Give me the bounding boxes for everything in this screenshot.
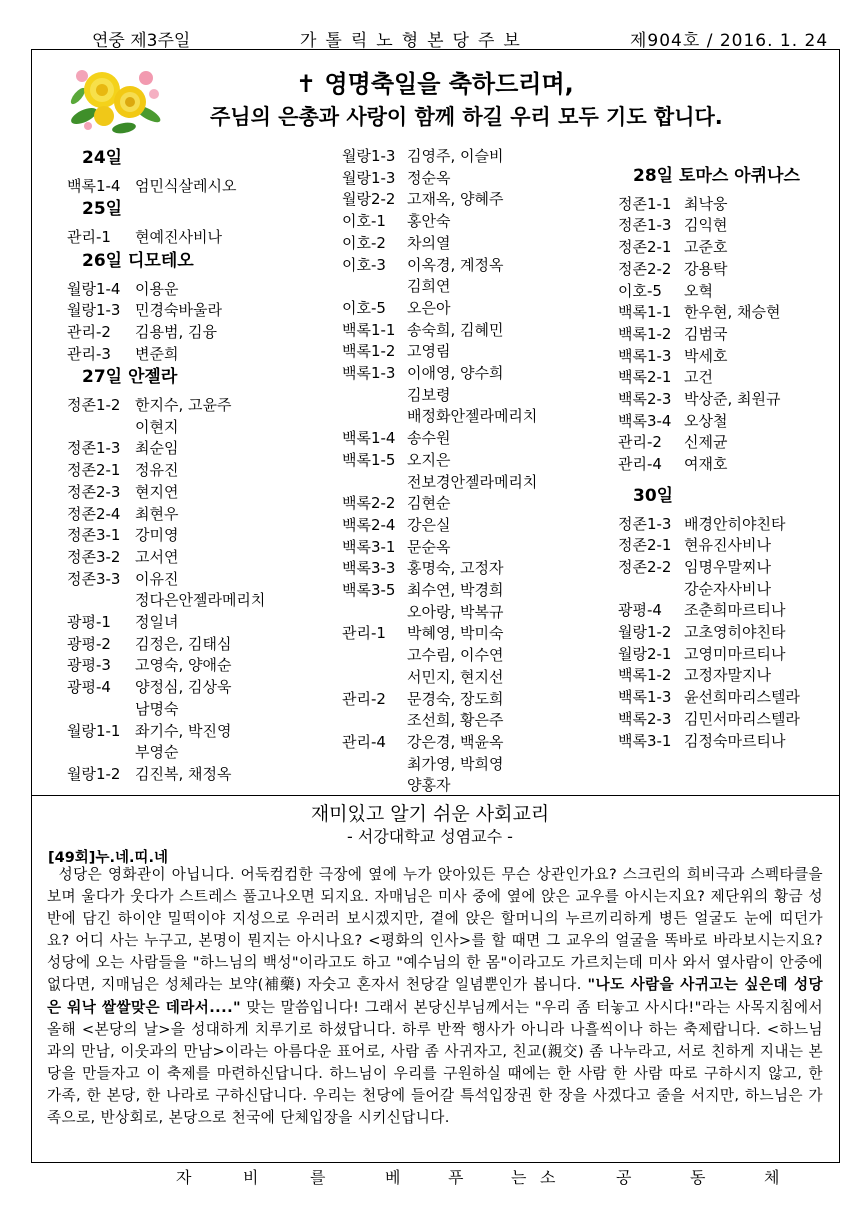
district-label: 월랑1-3: [67, 301, 121, 320]
member-names: 현유진사비나: [684, 536, 771, 555]
list-item: [342, 645, 537, 667]
issue-number-date: 제904호 / 2016. 1. 24: [630, 31, 829, 51]
liturgical-week: 연중 제3주일: [92, 31, 191, 51]
member-names: 정유진: [135, 461, 179, 480]
member-names: 박상준, 최원규: [684, 390, 781, 409]
district-label: 정존2-2: [618, 557, 672, 576]
district-label: [342, 472, 407, 494]
list-item: [67, 634, 265, 656]
list-item: [67, 569, 265, 591]
member-names: 최수연, 박경희: [407, 581, 504, 600]
banner-title-text: 영명축일을 축하드리며,: [324, 70, 574, 98]
list-item: [342, 558, 537, 580]
list-item: [342, 189, 537, 211]
member-names: 오은아: [407, 298, 451, 317]
member-names: 김익현: [684, 216, 728, 235]
banner-subtitle: 주님의 은총과 사랑이 함께 하길 우리 모두 기도 합니다.: [210, 105, 723, 129]
member-names: 전보경안젤라메리치: [407, 472, 538, 491]
member-names: 민경숙바울라: [135, 301, 222, 320]
member-names: 이현지: [135, 417, 179, 436]
member-names: 윤선희마리스텔라: [684, 688, 800, 707]
district-label: [342, 645, 407, 667]
member-names: 김진복, 채정옥: [135, 764, 232, 783]
list-item: [67, 176, 265, 198]
member-names: 고서연: [135, 547, 179, 566]
member-names: 최현우: [135, 504, 179, 523]
member-names: 고재옥, 양혜주: [407, 190, 504, 209]
footer-char: 푸: [448, 1168, 464, 1187]
member-names: 좌기수, 박진영: [135, 721, 232, 740]
member-names: 남명숙: [135, 699, 179, 718]
district-label: 관리-2: [342, 689, 386, 708]
district-label: 백록1-1: [618, 303, 672, 322]
member-names: 박세호: [684, 346, 728, 365]
member-names: 김보령: [407, 385, 451, 404]
episode-title: [49회]누.네.띠.네: [48, 850, 168, 866]
district-label: [67, 699, 135, 721]
list-item: [618, 731, 800, 753]
list-item: [342, 775, 537, 797]
district-label: 백록1-5: [342, 450, 396, 469]
district-label: 백록3-4: [618, 411, 672, 430]
district-label: 관리-4: [618, 455, 662, 474]
list-item: [618, 346, 800, 368]
feast-day-heading: 24일: [82, 148, 123, 168]
member-names: 이유진: [135, 569, 179, 588]
district-label: 백록2-3: [618, 390, 672, 409]
member-names: 김용범, 김융: [135, 322, 217, 341]
member-names: 이애영, 양수희: [407, 364, 504, 383]
article-paragraph: 성당은 영화관이 아닙니다. 어둑컴컴한 극장에 옆에 누가 앉아있든 무슨 상관인가요? 스크린의 희비극과 스펙타클을 보며 울다가 웃다가 스트레스 풀고나오면 되지요. 자매님은 미사 중에 옆에 앉은 교우를 아시는지요? 제단위의 황금 성반에 담긴 하이얀 밀떡이야 지성으로 우러러 보시겠지만, 곁에 앉은 할머니의 누르끼리하게 병든 얼굴도 눈에 띠던가요? 어디 사는 누구고, 본명이 뭔지는 아시나요? <평화의 인사>를 할 때면 그 교우의 얼굴을 똑바로 바라보시는지요? 성당에 오는 사람들을 "하느님의 백성"이라고도 하고 "예수님의 한 몸"이라고도 가르치는데 미사 와서 옆사람이 안중에 없다면, 지매님은 성체라는 보약(補藥) 자숫고 혼자서 천당갈 일념뿐인가 봅니다.: [47, 866, 824, 994]
district-label: 백록1-2: [618, 324, 672, 343]
feast-column-3: [618, 164, 800, 752]
member-names: 배경안히야친타: [684, 514, 786, 533]
list-item: [67, 764, 265, 786]
district-label: 월랑1-3: [342, 147, 396, 165]
footer-char: 베: [385, 1168, 401, 1187]
member-names: 서민지, 현지선: [407, 667, 504, 686]
footer-char: 소: [540, 1168, 556, 1187]
district-label: 월랑1-1: [67, 721, 121, 740]
member-names: 정순옥: [407, 168, 451, 187]
list-item: [67, 279, 265, 301]
district-label: 정존1-2: [67, 396, 121, 415]
feast-column-1: [67, 146, 265, 786]
list-item: [342, 754, 537, 776]
list-item: [342, 472, 537, 494]
footer-char: 공: [616, 1168, 632, 1187]
member-names: 홍안숙: [407, 212, 451, 231]
district-label: [618, 579, 684, 601]
member-names: 박혜영, 박미숙: [407, 624, 504, 643]
member-names: 최가영, 박희영: [407, 754, 504, 773]
list-item: [67, 300, 265, 322]
cross-icon: ✝: [296, 70, 317, 98]
list-item: [67, 438, 265, 460]
member-names: 오지은: [407, 450, 451, 469]
member-names: 최낙웅: [684, 194, 728, 213]
list-item: [67, 721, 265, 743]
list-item: [67, 742, 265, 764]
district-label: 광평-4: [67, 678, 111, 697]
district-label: 백록2-2: [342, 494, 396, 513]
list-item: [342, 493, 537, 515]
list-item: [618, 259, 800, 281]
list-item: [618, 302, 800, 324]
district-label: 정존2-1: [618, 238, 672, 257]
member-names: 한우현, 채승현: [684, 303, 781, 322]
member-names: 고초영히야친타: [684, 623, 786, 642]
member-names: 조선희, 황은주: [407, 711, 504, 730]
list-item: [67, 227, 265, 249]
member-names: 조춘희마르티나: [684, 601, 786, 620]
member-names: 강용탁: [684, 259, 728, 278]
member-names: 부영순: [135, 743, 179, 762]
list-item: [67, 460, 265, 482]
district-label: 정존2-3: [67, 482, 121, 501]
section-title: 재미있고 알기 쉬운 사회교리: [310, 803, 550, 825]
district-label: [67, 590, 135, 612]
list-item: [342, 580, 537, 602]
list-item: [618, 535, 800, 557]
list-item: [618, 454, 800, 476]
district-label: 정존2-4: [67, 504, 121, 523]
member-names: 현지연: [135, 482, 179, 501]
member-names: 배정화안젤라메리치: [407, 407, 538, 426]
member-names: 문경숙, 장도희: [407, 689, 504, 708]
district-label: 정존1-3: [618, 216, 672, 235]
list-item: [342, 515, 537, 537]
list-item: [342, 710, 537, 732]
member-names: 고영림: [407, 342, 451, 361]
district-label: 월랑1-2: [618, 623, 672, 642]
list-item: [67, 482, 265, 504]
district-label: 정존2-1: [67, 461, 121, 480]
list-item: [618, 215, 800, 237]
district-label: 정존1-3: [67, 439, 121, 458]
district-label: 백록1-4: [67, 176, 121, 195]
member-names: 최순임: [135, 439, 179, 458]
list-item: [618, 687, 800, 709]
footer-char: 비: [243, 1168, 259, 1187]
member-names: 현예진사비나: [135, 228, 222, 247]
list-item: [618, 281, 800, 303]
feast-day-heading: 26일 디모테오: [82, 250, 194, 271]
list-item: [67, 322, 265, 344]
member-names: 양정심, 김상욱: [135, 678, 232, 697]
member-names: 신제균: [684, 433, 728, 452]
member-names: 임명우말찌나: [684, 557, 771, 576]
member-names: 문순옥: [407, 537, 451, 556]
district-label: [342, 602, 407, 624]
member-names: 김민서마리스텔라: [684, 709, 800, 728]
list-item: [342, 298, 537, 320]
member-names: 김희연: [407, 277, 451, 296]
member-names: 양홍자: [407, 776, 451, 795]
member-names: 김범국: [684, 324, 728, 343]
district-label: 백록1-3: [618, 688, 672, 707]
district-label: 백록1-4: [342, 429, 396, 448]
district-label: 정존3-2: [67, 547, 121, 566]
member-names: 정일녀: [135, 613, 179, 632]
district-label: [67, 742, 135, 764]
member-names: 오상철: [684, 411, 728, 430]
feast-day-heading: 30일: [633, 485, 674, 506]
district-label: 관리-4: [342, 732, 386, 751]
list-item: [618, 389, 800, 411]
list-item: [618, 411, 800, 433]
parish-name: 가톨릭노형본당주보: [300, 31, 529, 51]
district-label: 월랑1-2: [67, 764, 121, 783]
list-item: [67, 677, 265, 699]
district-label: 백록2-1: [618, 368, 672, 387]
member-names: 고준호: [684, 238, 728, 257]
district-label: [342, 276, 407, 298]
footer-char: 는: [511, 1168, 527, 1187]
feast-day-heading: 28일 토마스 아퀴나스: [633, 166, 800, 186]
member-names: 오아랑, 박복규: [407, 602, 504, 621]
list-item: [342, 406, 537, 428]
district-label: 백록3-5: [342, 581, 396, 600]
member-names: 정다은안젤라메리치: [135, 591, 266, 610]
district-label: 백록1-2: [342, 342, 396, 361]
list-item: [618, 579, 800, 601]
member-names: 엄민식살레시오: [135, 176, 237, 195]
district-label: 정존3-3: [67, 569, 121, 588]
member-names: 변준희: [135, 344, 179, 363]
footer-char: 를: [310, 1168, 326, 1187]
member-names: 강은실: [407, 515, 451, 534]
list-item: [618, 644, 800, 666]
list-item: [67, 417, 265, 439]
member-names: 김영주, 이슬비: [407, 147, 504, 165]
district-label: 이호-1: [342, 212, 386, 231]
district-label: 백록1-3: [342, 364, 396, 383]
district-label: 백록2-4: [342, 515, 396, 534]
district-label: 백록3-1: [342, 537, 396, 556]
list-item: [342, 689, 537, 711]
feast-day-heading: 27일 안젤라: [82, 367, 178, 388]
district-label: 이호-5: [618, 281, 662, 300]
district-label: 월랑2-1: [618, 644, 672, 663]
member-names: 한지수, 고윤주: [135, 396, 232, 415]
list-item: [67, 344, 265, 366]
list-item: [342, 537, 537, 559]
footer-char: 자: [176, 1168, 192, 1187]
district-label: [342, 385, 407, 407]
member-names: 이용운: [135, 279, 179, 298]
district-label: 관리-3: [67, 344, 111, 363]
member-names: 홍명숙, 고정자: [407, 559, 504, 578]
member-names: 강순자사비나: [684, 579, 771, 598]
list-item: [618, 237, 800, 259]
district-label: 이호-3: [342, 255, 386, 274]
district-label: 이호-5: [342, 298, 386, 317]
district-label: 정존1-3: [618, 514, 672, 533]
list-item: [342, 602, 537, 624]
district-label: 백록1-1: [342, 320, 396, 339]
list-item: [618, 324, 800, 346]
footer-char: 체: [764, 1168, 780, 1187]
member-names: 강미영: [135, 526, 179, 545]
district-label: 백록3-1: [618, 731, 672, 750]
member-names: 김현순: [407, 494, 451, 513]
district-label: 광평-1: [67, 613, 111, 632]
member-names: 송숙희, 김혜민: [407, 320, 504, 339]
list-item: [67, 699, 265, 721]
list-item: [342, 450, 537, 472]
district-label: [342, 754, 407, 776]
list-item: [342, 732, 537, 754]
district-label: [342, 775, 407, 797]
district-label: 백록2-3: [618, 709, 672, 728]
district-label: 정존2-2: [618, 259, 672, 278]
list-item: [618, 514, 800, 536]
district-label: [342, 406, 407, 428]
list-item: [342, 168, 537, 190]
list-item: [67, 590, 265, 612]
article-body: [47, 864, 823, 1129]
district-label: [67, 417, 135, 439]
member-names: 고건: [684, 368, 713, 387]
list-item: [342, 363, 537, 385]
district-label: 관리-2: [67, 322, 111, 341]
district-label: [342, 710, 407, 732]
member-names: 오혁: [684, 281, 713, 300]
list-item: [342, 276, 537, 298]
member-names: 이옥경, 계정옥: [407, 255, 504, 274]
list-item: [342, 255, 537, 277]
list-item: [342, 428, 537, 450]
district-label: 광평-3: [67, 656, 111, 675]
list-item: [618, 600, 800, 622]
district-label: 이호-2: [342, 233, 386, 252]
list-item: [342, 385, 537, 407]
list-item: [342, 667, 537, 689]
list-item: [342, 146, 537, 168]
district-label: 백록1-2: [618, 666, 672, 685]
district-label: 관리-1: [342, 624, 386, 643]
section-author: - 서강대학교 성염교수 -: [347, 827, 513, 846]
member-names: 고정자말지나: [684, 666, 771, 685]
feast-day-heading: 25일: [82, 199, 123, 220]
flower-bouquet-icon: [64, 56, 168, 136]
article-quote: "나도 사람을 사귀고는 싶은데 성당은 워낙 쌀쌀맞은 데라서....": [47, 976, 823, 1016]
bulletin-header: [0, 22, 860, 52]
member-names: 고수림, 이수연: [407, 646, 504, 665]
member-names: 송수원: [407, 429, 451, 448]
list-item: [67, 547, 265, 569]
member-names: 김정숙마르티나: [684, 731, 786, 750]
list-item: [342, 623, 537, 645]
banner-title: [296, 64, 574, 99]
member-names: 강은경, 백윤옥: [407, 732, 504, 751]
member-names: 고영미마르티나: [684, 644, 786, 663]
article-paragraph: 맞는 말씀입니다! 그래서 본당신부님께서는 "우리 좀 터놓고 사시다!"라는 사목지침에서 올해 <본당의 날>을 성대하게 치루기로 하셨답니다. 하루 반짝 행사가 아니라 나흘씩이나 하는 축제랍니다. <하느님과의 만남, 이웃과의 만남>이라는 아름다운 표어로, 사람 좀 사귀자고, 친교(親交) 좀 나누라고, 서로 친하게 지내는 본당을 만들자고 이 축제를 마련하신답니다. 하느님이 우리를 구원하실 때에는 한 사람 한 사람 따로 구하시지 않고, 한 가족, 한 본당, 한 나라로 구하신답니다. 우리는 천당에 들어갈 특석입장권 한 장을 사겠다고 줄을 서지만, 하느님은 가족으로, 반상회로, 본당으로 천국에 단체입장을 시키신답니다.: [47, 998, 823, 1127]
list-item: [342, 341, 537, 363]
list-item: [618, 432, 800, 454]
district-label: 백록3-3: [342, 559, 396, 578]
district-label: 관리-2: [618, 433, 662, 452]
member-names: 고영숙, 양애순: [135, 656, 232, 675]
district-label: 정존2-1: [618, 536, 672, 555]
list-item: [618, 557, 800, 579]
district-label: 광평-4: [618, 601, 662, 620]
list-item: [67, 395, 265, 417]
list-item: [618, 709, 800, 731]
feast-column-2: [342, 146, 537, 797]
district-label: 정존3-1: [67, 526, 121, 545]
list-item: [342, 211, 537, 233]
member-names: 김정은, 김태심: [135, 634, 232, 653]
list-item: [67, 504, 265, 526]
district-label: [342, 667, 407, 689]
member-names: 여재호: [684, 455, 728, 474]
list-item: [67, 655, 265, 677]
list-item: [67, 525, 265, 547]
footer-char: 동: [690, 1168, 706, 1187]
district-label: 백록1-3: [618, 346, 672, 365]
spacer: [618, 476, 800, 484]
member-names: 차의열: [407, 233, 451, 252]
list-item: [618, 622, 800, 644]
district-label: 월랑1-3: [342, 168, 396, 187]
list-item: [67, 612, 265, 634]
district-label: 관리-1: [67, 228, 111, 247]
list-item: [342, 233, 537, 255]
district-label: 월랑1-4: [67, 279, 121, 298]
list-item: [618, 194, 800, 216]
district-label: 월랑2-2: [342, 190, 396, 209]
district-label: 정존1-1: [618, 194, 672, 213]
list-item: [618, 367, 800, 389]
list-item: [342, 320, 537, 342]
district-label: 광평-2: [67, 634, 111, 653]
list-item: [618, 665, 800, 687]
